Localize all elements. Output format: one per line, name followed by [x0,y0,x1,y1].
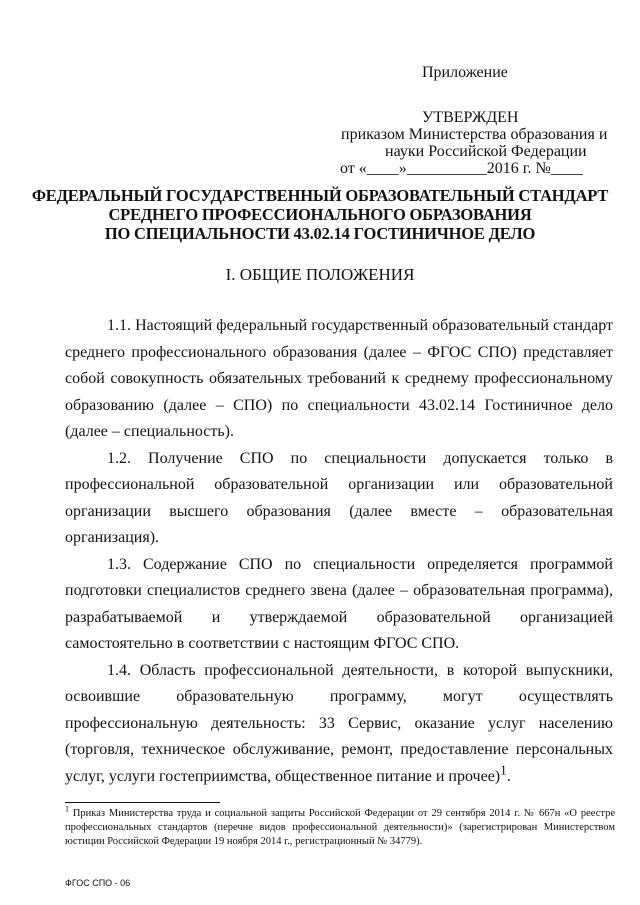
title-line-2: СРЕДНЕГО ПРОФЕССИОНАЛЬНОГО ОБРАЗОВАНИЯ [108,205,532,224]
appendix-label: Приложение [422,64,508,81]
title-line-3: ПО СПЕЦИАЛЬНОСТИ 43.02.14 ГОСТИНИЧНОЕ ДЕЛО [104,224,536,243]
body-text [65,313,613,790]
document-code: ФГОС СПО - 06 [65,878,131,888]
paragraph-1-2: 1.2. Получение СПО по специальности допускается только в профессиональной образовательной организации или образовательной организации высшего образования (далее вместе – образовательная организация). [65,449,613,546]
paragraph-1-1: 1.1. Настоящий федеральный государственный образовательный стандарт среднего профессионального образования (далее – ФГОС СПО) представляет собой совокупность обязательных требований к среднему профессиональному образованию (далее – СПО) по специальности 43.02.14 Гостиничное дело (далее – специальность). [65,317,613,440]
footnote-ref: 1 [500,762,507,778]
order-line-2: науки Российской Федерации [385,143,587,160]
paragraph-1-4-text: 1.4. Область профессиональной деятельности, в которой выпускники, освоившие образовательную программу, могут осуществлять профессиональную деятельность: 33 Сервис, оказание услуг населению (торговля, техническое обслуживание, ремонт, предоставление персональных услуг, услуги гостеприимства, общественное питание и прочее) [65,661,613,785]
paragraph-1-3: 1.3. Содержание СПО по специальности определяется программой подготовки специалистов среднего звена (далее – образовательная программа), разрабатываемой и утверждаемой образовательной организацией самостоятельно в соответствии с настоящим ФГОС СПО. [65,555,613,652]
order-line-3: от «____»__________2016 г. №____ [340,160,583,177]
order-line-1: приказом Министерства образования и [341,126,608,143]
section-heading: I. ОБЩИЕ ПОЛОЖЕНИЯ [225,265,415,284]
footnote-text: Приказ Министерства труда и социальной защиты Российской Федерации от 29 сентября 2014 г. № 667н «О реестре профессиональных стандартов (перечне видов профессиональной деятельности)» (зарегистрирован Министерством юстиции Российской Федерации 19 ноября 2014 г., регистрационный № 34779). [65,808,615,847]
footnote-divider [65,802,220,803]
footnote-marker: 1 [65,804,69,814]
paragraph-1-4: 1.4. Область профессиональной деятельности, в которой выпускники, освоившие образовательную программу, могут осуществлять профессиональную деятельность: 33 Сервис, оказание услуг населению (торговля, техническое обслуживание, ремонт, предоставление персональных услуг, услуги гостеприимства, общественное питание и прочее)$^1$. [65,661,613,785]
footnote [65,804,615,849]
approved-label: УТВЕРЖДЕН [422,109,519,126]
title-line-1: ФЕДЕРАЛЬНЫЙ ГОСУДАРСТВЕННЫЙ ОБРАЗОВАТЕЛЬНЫЙ СТАНДАРТ [31,186,609,205]
